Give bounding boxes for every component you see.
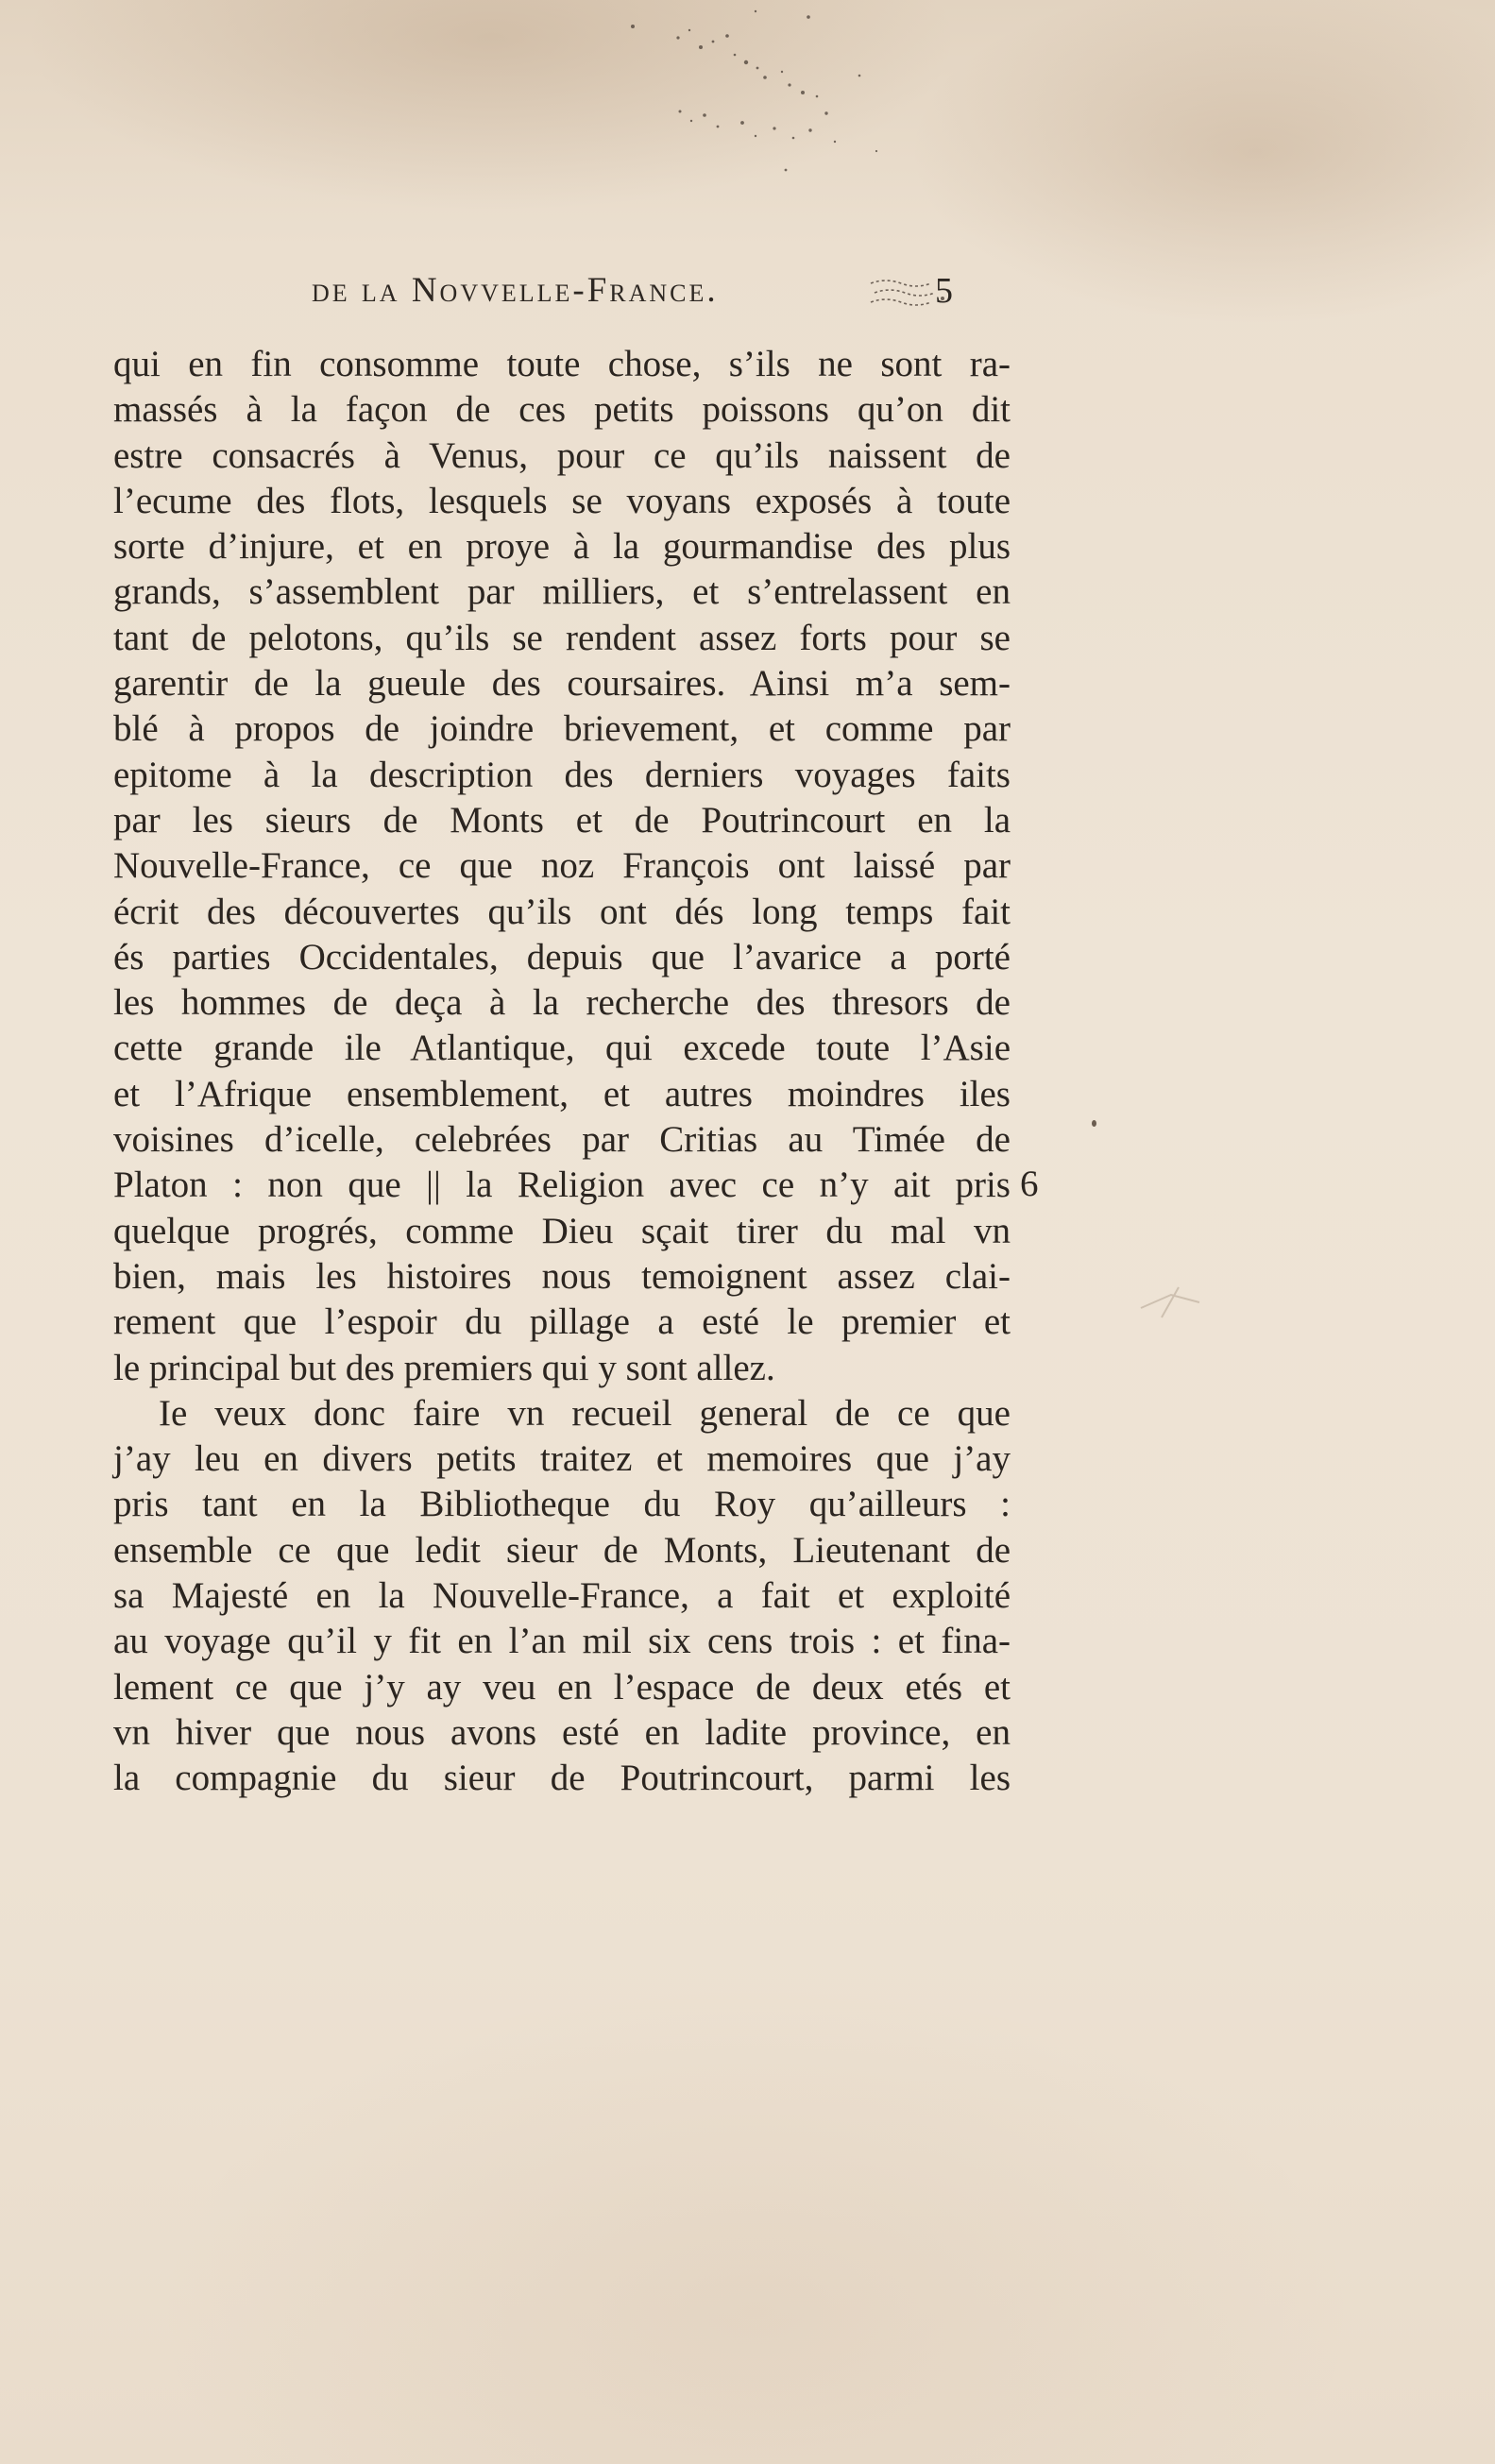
text-line: écrit des découvertes qu’ils ont dés long temps fait	[113, 891, 1011, 932]
text-line: sorte d’injure, et en proye à la gourmandise des plus	[113, 526, 1011, 568]
text-line: epitome à la description des derniers voyages faits	[113, 754, 1011, 795]
text-line: blé à propos de joindre brievement, et comme par	[113, 708, 1011, 750]
text-line: garentir de la gueule des coursaires. Ainsi m’a sem-	[113, 663, 1011, 705]
text-line: massés à la façon de ces petits poissons qu’on dit	[113, 389, 1011, 431]
text-line: j’ay leu en divers petits traitez et memoires que j’ay	[113, 1438, 1011, 1480]
text-line: voisines d’icelle, celebrées par Critias au Timée de	[113, 1119, 1011, 1161]
text-line: pris tant en la Bibliotheque du Roy qu’ailleurs :	[113, 1484, 1011, 1525]
text-line: sa Majesté en la Nouvelle-France, a fait et exploité	[113, 1575, 1011, 1617]
running-title: de la Novvelle-France.	[312, 271, 719, 310]
show-through-mark	[1133, 1270, 1218, 1327]
text-line: grands, s’assemblent par milliers, et s’entrelassent en	[113, 571, 1011, 613]
page-number: 5	[935, 271, 956, 311]
text-line: au voyage qu’il y fit en l’an mil six cens trois : et fina-	[113, 1621, 1011, 1662]
text-line: et l’Afrique ensemblement, et autres moindres iles	[113, 1073, 1011, 1114]
ink-dot	[1092, 1120, 1096, 1127]
text-line: vn hiver que nous avons esté en ladite province, en	[113, 1711, 1011, 1753]
text-line: tant de pelotons, qu’ils se rendent assez forts pour se	[113, 617, 1011, 658]
text-line: Platon : non que || la Religion avec ce n’y ait pris	[113, 1164, 1011, 1206]
margin-page-marker: 6	[1020, 1164, 1039, 1204]
body-text	[113, 342, 1011, 1802]
text-line: estre consacrés à Venus, pour ce qu’ils naissent de	[113, 434, 1011, 476]
text-line: ensemble ce que ledit sieur de Monts, Lieutenant de	[113, 1529, 1011, 1571]
paper-specks	[623, 9, 963, 189]
text-line: és parties Occidentales, depuis que l’avarice a porté	[113, 936, 1011, 977]
text-line: Nouvelle-France, ce que noz François ont laissé par	[113, 845, 1011, 887]
text-line: l’ecume des flots, lesquels se voyans exposés à toute	[113, 480, 1011, 521]
paragraph-start-line: Ie veux donc faire vn recueil general de ce que	[159, 1392, 1011, 1434]
text-line: quelque progrés, comme Dieu sçait tirer du mal vn	[113, 1210, 1011, 1251]
text-line: le principal but des premiers qui y sont allez.	[113, 1347, 775, 1388]
text-line: la compagnie du sieur de Poutrincourt, parmi les	[113, 1758, 1011, 1799]
text-line: les hommes de deça à la recherche des thresors de	[113, 982, 1011, 1024]
text-line: bien, mais les histoires nous temoignent assez clai-	[113, 1255, 1011, 1297]
text-line: qui en fin consomme toute chose, s’ils ne sont ra-	[113, 344, 1011, 384]
text-line: par les sieurs de Monts et de Poutrincourt en la	[113, 799, 1011, 841]
text-line: rement que l’espoir du pillage a esté le premier et	[113, 1301, 1011, 1343]
text-line: cette grande ile Atlantique, qui excede toute l’Asie	[113, 1028, 1011, 1069]
running-head	[312, 270, 973, 317]
text-line: lement ce que j’y ay veu en l’espace de deux etés et	[113, 1666, 1011, 1708]
